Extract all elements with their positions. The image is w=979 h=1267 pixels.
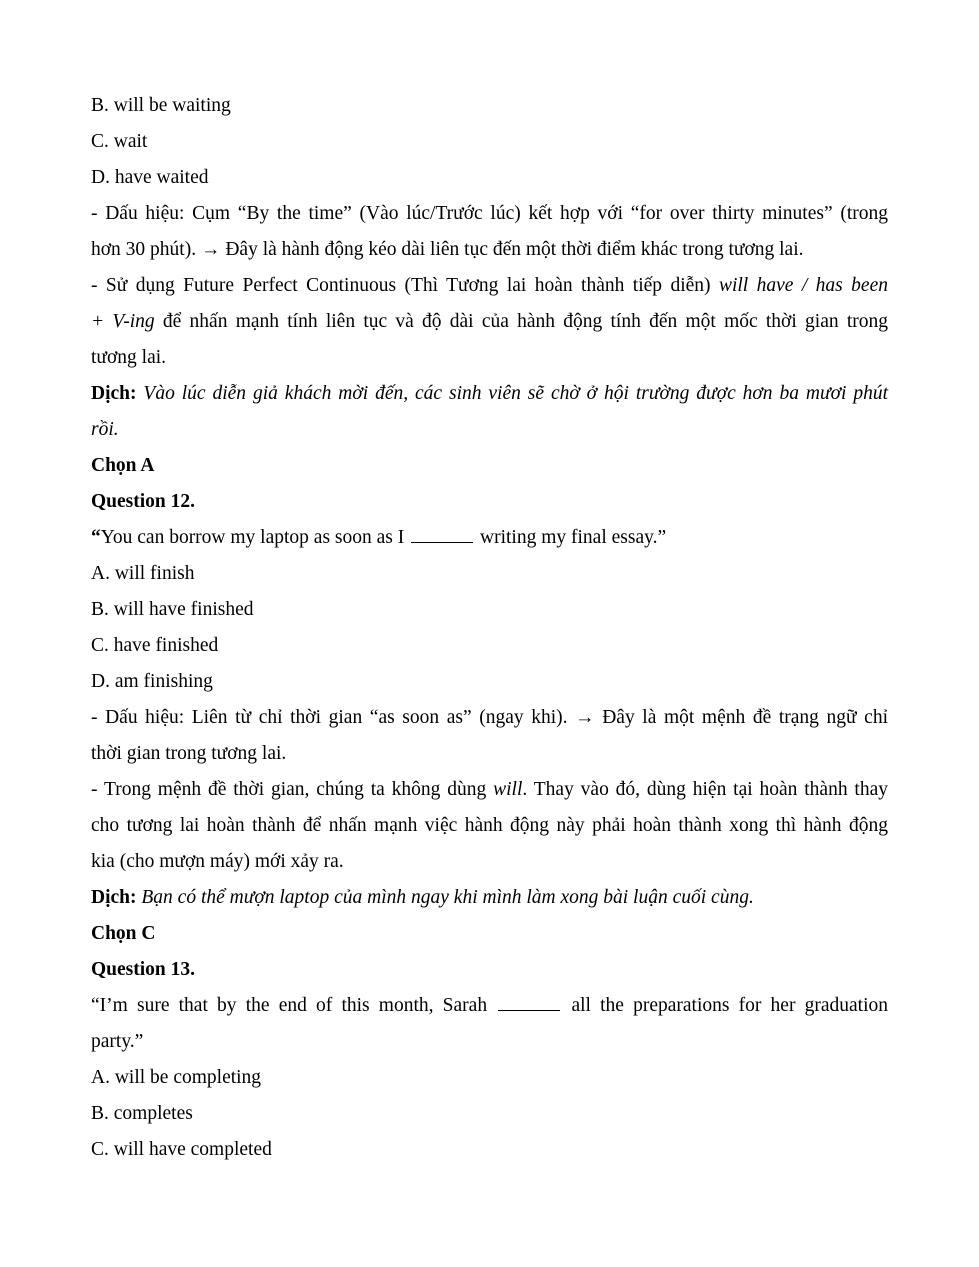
explanation-sign-line: hơn 30 phút). → Đây là hành động kéo dài liên tục đến một thời điểm khác trong tương lai. xyxy=(91,239,804,260)
question-title: Question 12. xyxy=(91,491,196,512)
option-b: B. will be waiting xyxy=(91,95,231,116)
explanation-usage-line: tương lai. xyxy=(91,347,167,368)
explanation-usage-line xyxy=(91,268,888,304)
explanation-rule-line: kia (cho mượn máy) mới xảy ra. xyxy=(91,851,344,872)
option-b: B. will have finished xyxy=(91,599,254,620)
answer-blank xyxy=(411,528,473,543)
stem-text: all the preparations for her graduation xyxy=(571,995,889,1016)
usage-text: để nhấn mạnh tính liên tục và độ dài của hành động tính đến một mốc thời gian trong xyxy=(154,311,888,332)
stem-text: You can borrow my laptop as soon as I xyxy=(100,527,405,548)
translation-line xyxy=(91,880,888,916)
translation-text: Vào lúc diễn giả khách mời đến, các sinh viên sẽ chờ ở hội trường được hơn ba mươi phút xyxy=(136,383,888,404)
stem-text: “I’m sure that by the end of this month, Sarah xyxy=(91,995,488,1016)
translation-line: rồi. xyxy=(91,419,119,440)
quote-mark: “ xyxy=(91,527,101,548)
option-a: A. will be completing xyxy=(91,1067,262,1088)
rule-keyword: will xyxy=(493,779,523,800)
option-c: C. have finished xyxy=(91,635,219,656)
document-page xyxy=(91,88,888,1168)
usage-formula: + V-ing xyxy=(91,311,155,332)
option-c: C. will have completed xyxy=(91,1139,272,1160)
answer-choice: Chọn C xyxy=(91,923,156,944)
question-stem xyxy=(91,988,888,1024)
rule-text: . Thay vào đó, dùng hiện tại hoàn thành thay xyxy=(522,779,888,800)
translation-text: Bạn có thể mượn laptop của mình ngay khi mình làm xong bài luận cuối cùng. xyxy=(136,887,754,908)
stem-text: writing my final essay.” xyxy=(480,527,667,548)
usage-text: - Sử dụng Future Perfect Continuous (Thì Tương lai hoàn thành tiếp diễn) xyxy=(91,275,719,296)
explanation-rule-line xyxy=(91,772,888,808)
explanation-sign-line: - Dấu hiệu: Liên từ chỉ thời gian “as soon as” (ngay khi). → Đây là một mệnh đề trạng ngữ chỉ xyxy=(91,707,888,728)
question-stem-continued: party.” xyxy=(91,1031,144,1052)
option-b: B. completes xyxy=(91,1103,193,1124)
option-d: D. am finishing xyxy=(91,671,213,692)
translation-label: Dịch: xyxy=(91,383,137,404)
explanation-rule-line: cho tương lai hoàn thành để nhấn mạnh việc hành động này phải hoàn thành xong thì hành động xyxy=(91,815,888,836)
explanation-sign-line: - Dấu hiệu: Cụm “By the time” (Vào lúc/Trước lúc) kết hợp với “for over thirty minutes” (trong xyxy=(91,203,888,224)
explanation-usage-line xyxy=(91,304,888,340)
option-c: C. wait xyxy=(91,131,148,152)
explanation-sign-line: thời gian trong tương lai. xyxy=(91,743,287,764)
option-d: D. have waited xyxy=(91,167,209,188)
translation-line xyxy=(91,376,888,412)
rule-text: - Trong mệnh đề thời gian, chúng ta không dùng xyxy=(91,779,494,800)
translation-label: Dịch: xyxy=(91,887,137,908)
question-title: Question 13. xyxy=(91,959,196,980)
answer-choice: Chọn A xyxy=(91,455,155,476)
answer-blank xyxy=(498,996,560,1011)
option-a: A. will finish xyxy=(91,563,195,584)
usage-formula: will have / has been xyxy=(718,275,888,296)
question-stem xyxy=(91,520,888,556)
